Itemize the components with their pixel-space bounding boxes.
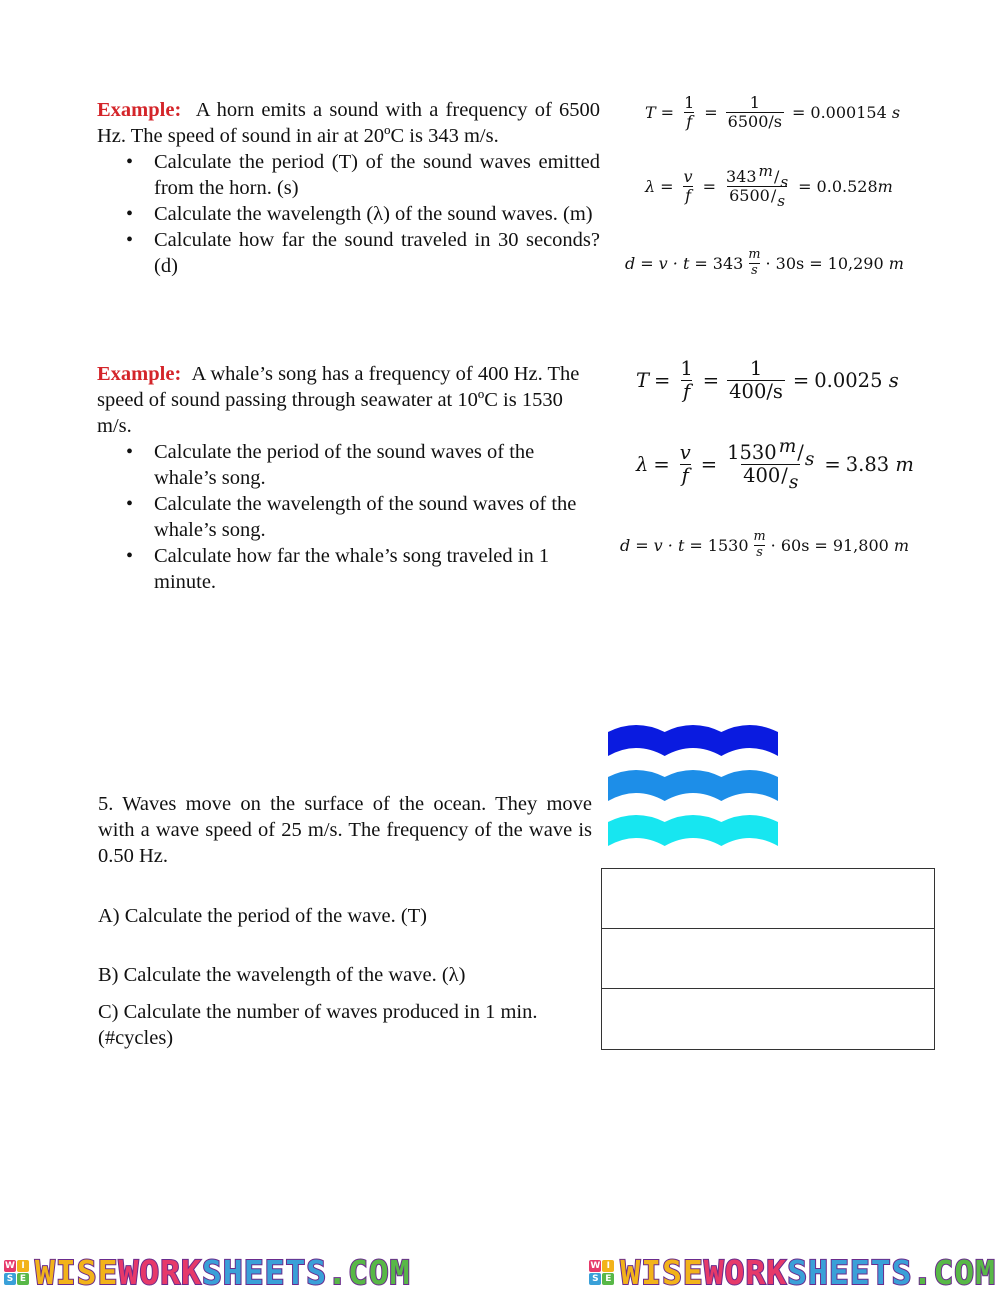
list-item: • Calculate the period (T) of the sound waves emitted from the horn. (s) — [154, 149, 600, 201]
brand-icon-letter: W — [5, 1260, 15, 1271]
footer-watermark — [0, 1253, 1000, 1291]
numerator: 1530 m / s — [727, 436, 815, 471]
fraction — [724, 162, 790, 211]
example-1 — [97, 97, 600, 279]
brand-word: WISE — [620, 1252, 704, 1292]
denominator: s — [756, 544, 763, 560]
wave-band-medium — [608, 770, 778, 801]
eq-lhs: λ — [645, 177, 656, 197]
example-2-text: A whale’s song has a frequency of 400 Hz. The speed of sound passing through seawater at 10ºC is 1530 m/s. — [97, 363, 580, 437]
answer-box-c[interactable] — [602, 989, 934, 1049]
numerator: v — [683, 167, 693, 186]
brand-icon — [589, 1260, 614, 1285]
brand-icon-letter: E — [602, 1273, 614, 1285]
answer-boxes — [601, 868, 935, 1050]
fraction — [678, 358, 694, 404]
brand-icon-letter: I — [602, 1260, 614, 1272]
brand-icon-letter: I — [17, 1260, 29, 1272]
ocean-waves-icon — [608, 718, 780, 850]
eq-expression: · 30s — [765, 253, 805, 273]
brand-word: SHEETS — [787, 1252, 913, 1292]
unit-top: m — [758, 162, 773, 181]
eq-lhs: T — [645, 103, 656, 123]
brand-icon-letter: S — [4, 1273, 16, 1285]
list-item: • Calculate how far the sound traveled in 30 seconds? (d) — [154, 227, 600, 279]
eq-value: 400 — [743, 464, 781, 488]
wave-band-light — [608, 815, 778, 846]
denominator: f — [682, 380, 691, 404]
eq-unit: s — [891, 103, 901, 123]
brand-word: WISE — [35, 1252, 119, 1292]
brand-icon-letter: W — [590, 1260, 601, 1271]
fraction — [682, 168, 695, 206]
example-2-period-equation: T = $\frac{1}{f}$ = $\frac{1}{400/s}$ = 0.0025 s — [636, 357, 899, 404]
eq-lhs: d — [620, 535, 631, 555]
eq-lhs: λ — [636, 453, 649, 477]
example-1-questions — [97, 149, 600, 279]
eq-value: 6500 — [729, 186, 770, 206]
eq-value: 1530 — [727, 441, 777, 464]
fraction — [752, 530, 768, 560]
eq-unit: m — [877, 177, 893, 197]
fraction — [682, 94, 696, 132]
brand-icon-letter: S — [589, 1273, 601, 1285]
numerator: m — [753, 529, 766, 544]
unit-bottom: s — [788, 472, 799, 494]
denominator: f — [681, 464, 689, 488]
problem-5-part-c: C) Calculate the number of waves produced in 1 min. (#cycles) — [98, 1001, 538, 1049]
brand-word: WORK — [118, 1252, 202, 1292]
eq-unit: m — [895, 453, 914, 477]
problem-5 — [98, 791, 592, 869]
eq-result: 0.0.528 — [816, 177, 878, 197]
denominator: 6500 / s — [729, 186, 786, 211]
example-2-questions — [97, 439, 597, 595]
eq-result: 91,800 — [832, 535, 889, 555]
answer-box-a[interactable] — [602, 869, 934, 929]
fraction — [727, 358, 785, 404]
eq-result: 0.000154 — [810, 103, 887, 123]
brand-text — [620, 1253, 996, 1292]
numerator: 1 — [749, 93, 760, 112]
denominator: 6500/s — [727, 112, 782, 132]
problem-5-part-a: A) Calculate the period of the wave. (T) — [98, 905, 428, 927]
example-1-period-equation: T = $\frac{1}{f}$ = $\frac{1}{6500/s}$ = 0.000154 s — [645, 93, 901, 132]
eq-unit: m — [888, 253, 904, 273]
brand-text — [35, 1253, 411, 1292]
brand-word: .COM — [912, 1252, 996, 1292]
answer-box-b[interactable] — [602, 929, 934, 989]
denominator: s — [751, 262, 758, 278]
eq-unit: m — [893, 535, 910, 555]
problem-5-text: 5. Waves move on the surface of the ocean. They move with a wave speed of 25 m/s. The frequency of the wave is 0.50 Hz. — [98, 793, 592, 867]
eq-value: 343 — [712, 253, 744, 273]
wave-band-dark — [608, 725, 778, 756]
example-label: Example: — [97, 99, 182, 121]
brand-logo — [589, 1253, 996, 1292]
denominator: f — [685, 186, 692, 206]
eq-result: 3.83 — [845, 453, 890, 477]
unit-bottom: s — [780, 172, 789, 191]
example-2 — [97, 361, 597, 595]
example-1-text: A horn emits a sound with a frequency of 6500 Hz. The speed of sound in air at 20ºC is 343 m/s. — [97, 99, 600, 147]
brand-word: SHEETS — [201, 1252, 328, 1292]
list-item: • Calculate the wavelength (λ) of the sound waves. (m) — [154, 201, 600, 227]
eq-expression: v · t — [658, 253, 690, 273]
fraction — [725, 436, 816, 494]
numerator: 1 — [680, 357, 693, 380]
eq-lhs: d — [625, 253, 636, 273]
eq-lhs: T — [636, 369, 650, 393]
list-item: • Calculate the period of the sound waves of the whale’s song. — [154, 439, 597, 491]
example-1-wavelength-equation: λ = $\frac{v}{f}$ = 343 m / s 6500 / s = 0.0.528 m — [645, 162, 893, 211]
unit-top: m — [778, 436, 797, 458]
brand-icon — [4, 1260, 29, 1285]
numerator: 1 — [749, 357, 763, 380]
fraction — [678, 442, 693, 488]
numerator: m — [748, 247, 761, 262]
brand-word: WORK — [703, 1252, 788, 1292]
eq-value: 343 — [726, 167, 757, 186]
brand-icon-letter: E — [17, 1273, 29, 1285]
eq-result: 0.0025 — [814, 369, 883, 393]
denominator: f — [686, 112, 693, 132]
list-item: • Calculate how far the whale’s song traveled in 1 minute. — [154, 543, 597, 595]
fraction — [746, 248, 762, 278]
problem-5-part-b: B) Calculate the wavelength of the wave. (λ) — [98, 964, 466, 986]
eq-expression: · 60s — [770, 535, 810, 555]
unit-bottom: s — [804, 449, 815, 471]
denominator: 400/s — [729, 380, 783, 404]
numerator: 1 — [684, 93, 695, 112]
example-2-wavelength-equation: λ = $\frac{v}{f}$ = 1530 m / s 400 / s = 3.83 m — [636, 436, 914, 494]
example-1-intro — [97, 97, 600, 149]
example-1-distance-equation: d = v · t = 343 $\frac{m}{s}$ · 30s = 10,290 m — [625, 247, 904, 278]
eq-result: 10,290 — [827, 253, 884, 273]
unit-bottom: s — [777, 192, 786, 211]
brand-word: .COM — [327, 1252, 411, 1292]
example-2-distance-equation: d = v · t = 1530 $\frac{m}{s}$ · 60s = 91,800 m — [620, 529, 910, 560]
eq-expression: v · t — [653, 535, 685, 555]
example-label: Example: — [97, 363, 182, 385]
example-2-intro — [97, 361, 597, 439]
denominator: 400 / s — [743, 464, 799, 494]
eq-unit: s — [888, 369, 899, 393]
eq-value: 1530 — [707, 535, 749, 555]
numerator: v — [679, 441, 691, 464]
list-item: • Calculate the wavelength of the sound waves of the whale’s song. — [154, 491, 597, 543]
fraction — [726, 94, 784, 132]
numerator: 343 m / s — [726, 162, 789, 191]
brand-logo — [4, 1253, 411, 1292]
